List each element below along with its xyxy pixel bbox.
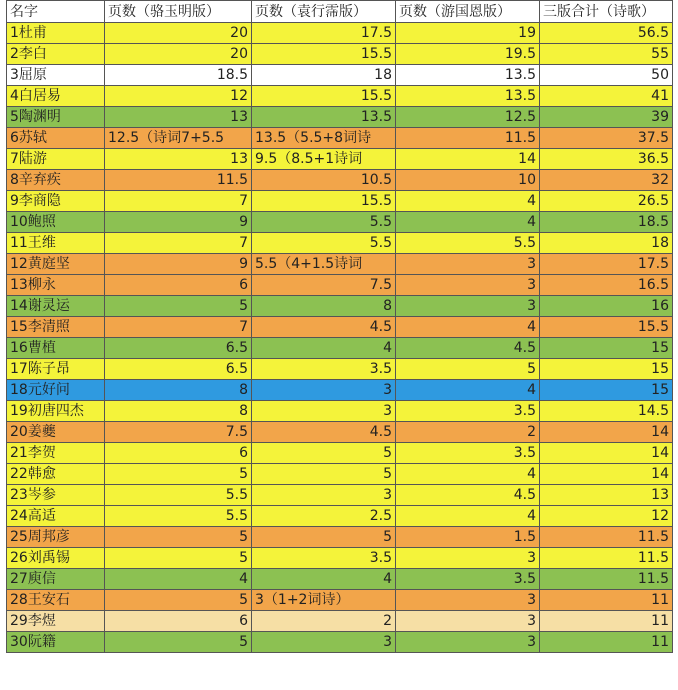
- yuan-xingpei-pages-cell: 3: [252, 485, 396, 506]
- luo-yuming-pages-cell: 5.5: [105, 506, 252, 527]
- yuan-xingpei-pages-cell: 2.5: [252, 506, 396, 527]
- table-row: [7, 611, 673, 632]
- total-pages-cell: 18: [540, 233, 673, 254]
- table-row: [7, 233, 673, 254]
- poet-name-cell: 13柳永: [7, 275, 105, 296]
- yuan-xingpei-pages-cell: 3.5: [252, 359, 396, 380]
- yuan-xingpei-pages-cell: 9.5（8.5+1诗词: [252, 149, 396, 170]
- poet-name-cell: 16曹植: [7, 338, 105, 359]
- luo-yuming-pages-cell: 5: [105, 527, 252, 548]
- you-guoen-pages-cell: 3: [396, 254, 540, 275]
- poet-name-cell: 15李清照: [7, 317, 105, 338]
- table-body: [7, 23, 673, 653]
- yuan-xingpei-pages-cell: 5: [252, 464, 396, 485]
- table-row: [7, 569, 673, 590]
- table-row: [7, 506, 673, 527]
- you-guoen-pages-cell: 4: [396, 464, 540, 485]
- poet-name-cell: 11王维: [7, 233, 105, 254]
- yuan-xingpei-pages-cell: 3: [252, 632, 396, 653]
- total-pages-cell: 14: [540, 443, 673, 464]
- yuan-xingpei-pages-cell: 15.5: [252, 191, 396, 212]
- total-pages-cell: 14: [540, 464, 673, 485]
- poet-name-cell: 7陆游: [7, 149, 105, 170]
- total-pages-cell: 12: [540, 506, 673, 527]
- luo-yuming-pages-cell: 6: [105, 611, 252, 632]
- you-guoen-pages-cell: 2: [396, 422, 540, 443]
- table-row: [7, 107, 673, 128]
- total-pages-cell: 37.5: [540, 128, 673, 149]
- you-guoen-pages-cell: 4.5: [396, 338, 540, 359]
- yuan-xingpei-pages-cell: 5.5（4+1.5诗词: [252, 254, 396, 275]
- yuan-xingpei-pages-cell: 13.5（5.5+8词诗: [252, 128, 396, 149]
- poet-name-cell: 6苏轼: [7, 128, 105, 149]
- total-pages-cell: 32: [540, 170, 673, 191]
- poet-name-cell: 30阮籍: [7, 632, 105, 653]
- total-pages-cell: 11.5: [540, 548, 673, 569]
- luo-yuming-pages-cell: 5.5: [105, 485, 252, 506]
- poet-name-cell: 26刘禹锡: [7, 548, 105, 569]
- yuan-xingpei-pages-cell: 15.5: [252, 86, 396, 107]
- header-name: 名字: [7, 1, 105, 23]
- table-row: [7, 443, 673, 464]
- luo-yuming-pages-cell: 12.5（诗词7+5.5: [105, 128, 252, 149]
- you-guoen-pages-cell: 11.5: [396, 128, 540, 149]
- you-guoen-pages-cell: 3: [396, 611, 540, 632]
- you-guoen-pages-cell: 19.5: [396, 44, 540, 65]
- yuan-xingpei-pages-cell: 5: [252, 443, 396, 464]
- table-row: [7, 338, 673, 359]
- poet-name-cell: 19初唐四杰: [7, 401, 105, 422]
- luo-yuming-pages-cell: 20: [105, 44, 252, 65]
- total-pages-cell: 14.5: [540, 401, 673, 422]
- luo-yuming-pages-cell: 6: [105, 443, 252, 464]
- total-pages-cell: 14: [540, 422, 673, 443]
- yuan-xingpei-pages-cell: 4.5: [252, 317, 396, 338]
- table-row: [7, 44, 673, 65]
- poet-name-cell: 22韩愈: [7, 464, 105, 485]
- table-row: [7, 401, 673, 422]
- total-pages-cell: 11: [540, 632, 673, 653]
- total-pages-cell: 18.5: [540, 212, 673, 233]
- you-guoen-pages-cell: 4.5: [396, 485, 540, 506]
- total-pages-cell: 11: [540, 611, 673, 632]
- poet-name-cell: 10鲍照: [7, 212, 105, 233]
- total-pages-cell: 41: [540, 86, 673, 107]
- poet-name-cell: 4白居易: [7, 86, 105, 107]
- total-pages-cell: 50: [540, 65, 673, 86]
- total-pages-cell: 16.5: [540, 275, 673, 296]
- header-row: [7, 1, 673, 23]
- table-row: [7, 527, 673, 548]
- poet-name-cell: 27庾信: [7, 569, 105, 590]
- poet-name-cell: 20姜夔: [7, 422, 105, 443]
- you-guoen-pages-cell: 1.5: [396, 527, 540, 548]
- poet-name-cell: 21李贺: [7, 443, 105, 464]
- yuan-xingpei-pages-cell: 2: [252, 611, 396, 632]
- table-row: [7, 212, 673, 233]
- table-row: [7, 485, 673, 506]
- yuan-xingpei-pages-cell: 4.5: [252, 422, 396, 443]
- header-luo-yuming: 页数（骆玉明版）: [105, 1, 252, 23]
- you-guoen-pages-cell: 4: [396, 212, 540, 233]
- luo-yuming-pages-cell: 18.5: [105, 65, 252, 86]
- you-guoen-pages-cell: 3.5: [396, 569, 540, 590]
- yuan-xingpei-pages-cell: 5: [252, 527, 396, 548]
- you-guoen-pages-cell: 3: [396, 632, 540, 653]
- you-guoen-pages-cell: 5: [396, 359, 540, 380]
- you-guoen-pages-cell: 5.5: [396, 233, 540, 254]
- poet-name-cell: 3屈原: [7, 65, 105, 86]
- yuan-xingpei-pages-cell: 4: [252, 338, 396, 359]
- you-guoen-pages-cell: 4: [396, 317, 540, 338]
- yuan-xingpei-pages-cell: 17.5: [252, 23, 396, 44]
- you-guoen-pages-cell: 3.5: [396, 443, 540, 464]
- poet-name-cell: 17陈子昂: [7, 359, 105, 380]
- you-guoen-pages-cell: 13.5: [396, 65, 540, 86]
- total-pages-cell: 16: [540, 296, 673, 317]
- luo-yuming-pages-cell: 7.5: [105, 422, 252, 443]
- total-pages-cell: 15.5: [540, 317, 673, 338]
- poet-name-cell: 28王安石: [7, 590, 105, 611]
- table-row: [7, 254, 673, 275]
- poet-name-cell: 8辛弃疾: [7, 170, 105, 191]
- poet-name-cell: 14谢灵运: [7, 296, 105, 317]
- luo-yuming-pages-cell: 4: [105, 569, 252, 590]
- poet-name-cell: 25周邦彦: [7, 527, 105, 548]
- table-header: [7, 1, 673, 23]
- you-guoen-pages-cell: 4: [396, 380, 540, 401]
- you-guoen-pages-cell: 3: [396, 590, 540, 611]
- you-guoen-pages-cell: 13.5: [396, 86, 540, 107]
- luo-yuming-pages-cell: 20: [105, 23, 252, 44]
- total-pages-cell: 26.5: [540, 191, 673, 212]
- total-pages-cell: 11.5: [540, 527, 673, 548]
- you-guoen-pages-cell: 14: [396, 149, 540, 170]
- table-row: [7, 191, 673, 212]
- table-row: [7, 317, 673, 338]
- table-row: [7, 359, 673, 380]
- yuan-xingpei-pages-cell: 18: [252, 65, 396, 86]
- you-guoen-pages-cell: 3: [396, 548, 540, 569]
- table-row: [7, 149, 673, 170]
- you-guoen-pages-cell: 12.5: [396, 107, 540, 128]
- luo-yuming-pages-cell: 5: [105, 632, 252, 653]
- table-row: [7, 296, 673, 317]
- yuan-xingpei-pages-cell: 3: [252, 401, 396, 422]
- you-guoen-pages-cell: 3: [396, 275, 540, 296]
- you-guoen-pages-cell: 10: [396, 170, 540, 191]
- yuan-xingpei-pages-cell: 3（1+2词诗）: [252, 590, 396, 611]
- poet-name-cell: 23岑参: [7, 485, 105, 506]
- luo-yuming-pages-cell: 6: [105, 275, 252, 296]
- total-pages-cell: 39: [540, 107, 673, 128]
- table-row: [7, 380, 673, 401]
- table-row: [7, 86, 673, 107]
- table-row: [7, 590, 673, 611]
- table-row: [7, 464, 673, 485]
- you-guoen-pages-cell: 3: [396, 296, 540, 317]
- luo-yuming-pages-cell: 6.5: [105, 359, 252, 380]
- yuan-xingpei-pages-cell: 10.5: [252, 170, 396, 191]
- yuan-xingpei-pages-cell: 8: [252, 296, 396, 317]
- poet-name-cell: 29李煜: [7, 611, 105, 632]
- yuan-xingpei-pages-cell: 3: [252, 380, 396, 401]
- table-row: [7, 128, 673, 149]
- total-pages-cell: 15: [540, 380, 673, 401]
- luo-yuming-pages-cell: 9: [105, 212, 252, 233]
- poet-name-cell: 1杜甫: [7, 23, 105, 44]
- poet-name-cell: 9李商隐: [7, 191, 105, 212]
- total-pages-cell: 11.5: [540, 569, 673, 590]
- total-pages-cell: 11: [540, 590, 673, 611]
- table-row: [7, 23, 673, 44]
- total-pages-cell: 13: [540, 485, 673, 506]
- you-guoen-pages-cell: 4: [396, 191, 540, 212]
- luo-yuming-pages-cell: 5: [105, 296, 252, 317]
- total-pages-cell: 15: [540, 338, 673, 359]
- luo-yuming-pages-cell: 6.5: [105, 338, 252, 359]
- yuan-xingpei-pages-cell: 4: [252, 569, 396, 590]
- poet-page-count-table: [6, 0, 673, 653]
- you-guoen-pages-cell: 3.5: [396, 401, 540, 422]
- luo-yuming-pages-cell: 8: [105, 380, 252, 401]
- luo-yuming-pages-cell: 13: [105, 107, 252, 128]
- total-pages-cell: 17.5: [540, 254, 673, 275]
- luo-yuming-pages-cell: 13: [105, 149, 252, 170]
- table-row: [7, 632, 673, 653]
- luo-yuming-pages-cell: 8: [105, 401, 252, 422]
- total-pages-cell: 15: [540, 359, 673, 380]
- yuan-xingpei-pages-cell: 3.5: [252, 548, 396, 569]
- poet-name-cell: 5陶渊明: [7, 107, 105, 128]
- yuan-xingpei-pages-cell: 5.5: [252, 233, 396, 254]
- luo-yuming-pages-cell: 5: [105, 590, 252, 611]
- you-guoen-pages-cell: 19: [396, 23, 540, 44]
- luo-yuming-pages-cell: 7: [105, 317, 252, 338]
- poet-name-cell: 24高适: [7, 506, 105, 527]
- total-pages-cell: 56.5: [540, 23, 673, 44]
- luo-yuming-pages-cell: 11.5: [105, 170, 252, 191]
- yuan-xingpei-pages-cell: 15.5: [252, 44, 396, 65]
- total-pages-cell: 55: [540, 44, 673, 65]
- luo-yuming-pages-cell: 9: [105, 254, 252, 275]
- table-row: [7, 548, 673, 569]
- poet-name-cell: 2李白: [7, 44, 105, 65]
- luo-yuming-pages-cell: 5: [105, 464, 252, 485]
- luo-yuming-pages-cell: 7: [105, 233, 252, 254]
- header-total: 三版合计（诗歌）: [540, 1, 673, 23]
- table-row: [7, 170, 673, 191]
- total-pages-cell: 36.5: [540, 149, 673, 170]
- luo-yuming-pages-cell: 7: [105, 191, 252, 212]
- header-you-guoen: 页数（游国恩版）: [396, 1, 540, 23]
- table-row: [7, 275, 673, 296]
- luo-yuming-pages-cell: 12: [105, 86, 252, 107]
- poet-name-cell: 12黄庭坚: [7, 254, 105, 275]
- table-row: [7, 65, 673, 86]
- poet-name-cell: 18元好问: [7, 380, 105, 401]
- you-guoen-pages-cell: 4: [396, 506, 540, 527]
- yuan-xingpei-pages-cell: 5.5: [252, 212, 396, 233]
- header-yuan-xingpei: 页数（袁行霈版）: [252, 1, 396, 23]
- luo-yuming-pages-cell: 5: [105, 548, 252, 569]
- yuan-xingpei-pages-cell: 13.5: [252, 107, 396, 128]
- yuan-xingpei-pages-cell: 7.5: [252, 275, 396, 296]
- table-row: [7, 422, 673, 443]
